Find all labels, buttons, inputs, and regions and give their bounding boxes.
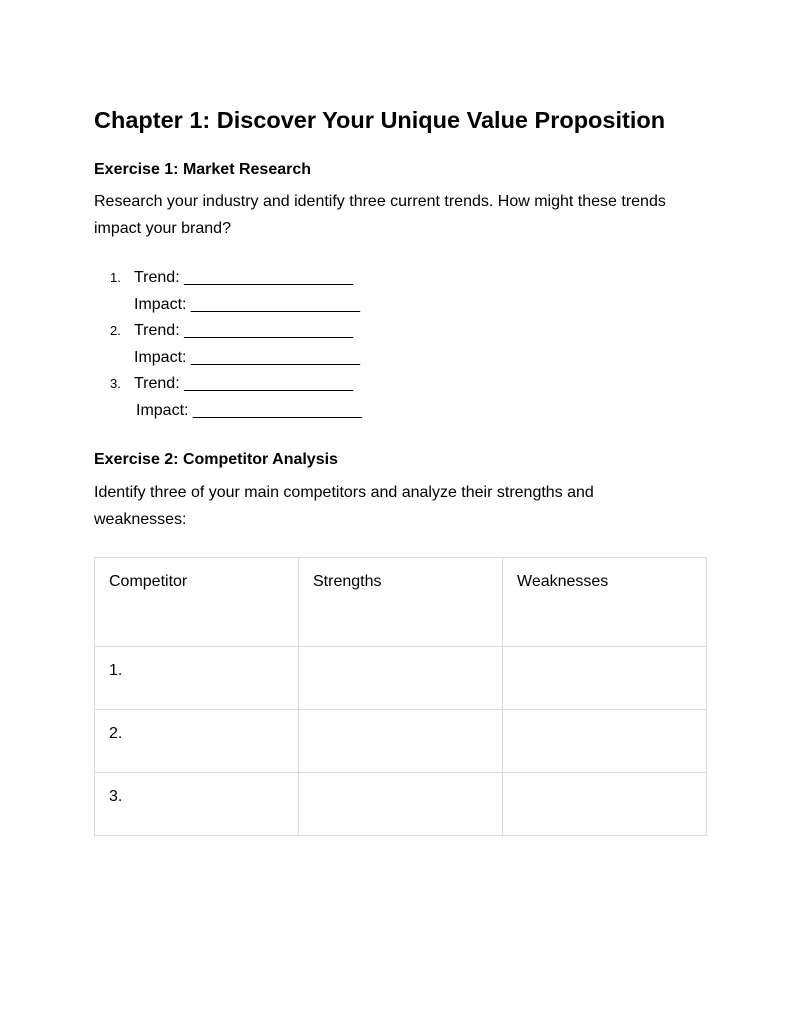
- trend-list: [94, 265, 708, 424]
- header-weaknesses: Weaknesses: [503, 558, 707, 647]
- competitor-cell: 2.: [95, 710, 299, 773]
- weaknesses-cell: [503, 773, 707, 836]
- trend-field: Trend: ___________________: [134, 269, 354, 286]
- list-number: 2.: [110, 323, 121, 338]
- strengths-cell: [299, 773, 503, 836]
- exercise-1-heading: Exercise 1: Market Research: [94, 161, 312, 178]
- impact-field: Impact: ___________________: [136, 401, 362, 419]
- exercise-2-prompt: Identify three of your main competitors and analyze their strengths and weaknesses:: [94, 484, 594, 528]
- table-row: [95, 647, 707, 710]
- competitor-table: [94, 557, 707, 836]
- table-row: [95, 710, 707, 773]
- trend-list-item: [94, 318, 708, 371]
- table-header-row: [95, 558, 707, 647]
- competitor-cell: 1.: [95, 647, 299, 710]
- list-number: 1.: [110, 270, 121, 285]
- exercise-2-heading: Exercise 2: Competitor Analysis: [94, 451, 338, 468]
- impact-field: Impact: ___________________: [134, 295, 360, 313]
- trend-field: Trend: ___________________: [134, 322, 354, 339]
- list-number: 3.: [110, 376, 121, 391]
- impact-field: Impact: ___________________: [134, 348, 360, 366]
- chapter-title: Chapter 1: Discover Your Unique Value Proposition: [94, 107, 666, 133]
- table-row: [95, 773, 707, 836]
- trend-field: Trend: ___________________: [134, 375, 354, 392]
- trend-list-item: [94, 371, 708, 424]
- header-strengths: Strengths: [299, 558, 503, 647]
- trend-list-item: [94, 265, 708, 318]
- header-competitor: Competitor: [95, 558, 299, 647]
- competitor-cell: 3.: [95, 773, 299, 836]
- strengths-cell: [299, 710, 503, 773]
- weaknesses-cell: [503, 647, 707, 710]
- strengths-cell: [299, 647, 503, 710]
- exercise-1-prompt: Research your industry and identify three current trends. How might these trends impact your brand?: [94, 193, 666, 237]
- document-page: [94, 104, 708, 836]
- weaknesses-cell: [503, 710, 707, 773]
